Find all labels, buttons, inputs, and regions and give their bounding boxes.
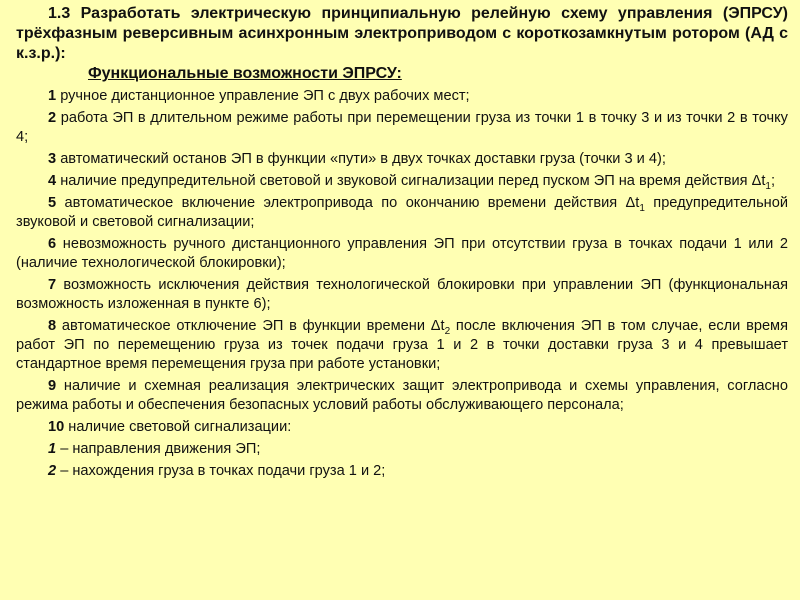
item-number: 4 xyxy=(48,173,57,189)
sub-item-number: 2 xyxy=(48,463,57,479)
list-item xyxy=(16,377,788,415)
item-text-tail: ; xyxy=(770,173,776,189)
item-text: ручное дистанционное управление ЭП с двух рабочих мест; xyxy=(60,88,470,104)
list-item xyxy=(16,87,788,106)
item-text: наличие и схемная реализация электрических защит электропривода и схемы управления, согласно режима работы и обеспечения безопасных условий работы обслуживающего персонала; xyxy=(16,378,788,413)
item-number: 10 xyxy=(48,419,65,435)
item-number: 9 xyxy=(48,378,57,394)
item-text: невозможность ручного дистанционного управления ЭП при отсутствии груза в точках подачи 1 или 2 (наличие технологической блокировки); xyxy=(16,236,788,271)
item-number: 2 xyxy=(48,110,57,126)
item-text: наличие световой сигнализации: xyxy=(68,419,292,435)
list-item xyxy=(16,150,788,169)
list-item xyxy=(16,235,788,273)
item-text: автоматическое включение электропривода по окончанию времени действия Δt xyxy=(64,195,640,211)
sub-item-text: – направления движения ЭП; xyxy=(60,441,261,457)
list-item xyxy=(16,276,788,314)
item-text: наличие предупредительной световой и звуковой сигнализации перед пуском ЭП на время действия Δt xyxy=(60,173,766,189)
slide-title: 1.3 Разработать электрическую принципиальную релейную схему управления (ЭПРСУ) трёхфазным реверсивным асинхронным электроприводом с короткозамкнутым ротором (АД с к.з.р.): xyxy=(16,5,788,62)
item-number: 3 xyxy=(48,151,57,167)
sub-list-item xyxy=(16,462,788,481)
item-number: 8 xyxy=(48,318,57,334)
list-item xyxy=(16,172,788,191)
sub-item-number: 1 xyxy=(48,441,57,457)
list-item xyxy=(16,194,788,232)
item-text-tail: после включения ЭП в том случае, если время работ ЭП по перемещению груза из точек подачи груза 1 и 2 в точки доставки груза 3 и 4 превышает стандартное время перемещения груза при работе установки; xyxy=(16,318,788,372)
section-subtitle: Функциональные возможности ЭПРСУ: xyxy=(88,65,402,82)
item-number: 6 xyxy=(48,236,57,252)
item-number: 5 xyxy=(48,195,57,211)
list-item xyxy=(16,418,788,437)
list-item xyxy=(16,317,788,374)
sub-list-item xyxy=(16,440,788,459)
item-text: автоматический останов ЭП в функции «пути» в двух точках доставки груза (точки 3 и 4); xyxy=(60,151,666,167)
item-text-tail: предупредительной звуковой и световой сигнализации; xyxy=(16,195,788,230)
item-subscript: 2 xyxy=(444,325,451,337)
item-subscript: 1 xyxy=(639,202,645,214)
item-text: автоматическое отключение ЭП в функции времени Δt xyxy=(61,318,445,334)
item-subscript: 1 xyxy=(765,180,771,192)
item-number: 7 xyxy=(48,277,57,293)
list-item xyxy=(16,109,788,147)
item-number: 1 xyxy=(48,88,57,104)
item-text: работа ЭП в длительном режиме работы при перемещении груза из точки 1 в точку 3 и из точки 2 в точку 4; xyxy=(16,110,788,145)
item-text: возможность исключения действия технологической блокировки при управлении ЭП (функциональная возможность изложенная в пункте 6); xyxy=(16,277,788,312)
sub-item-text: – нахождения груза в точках подачи груза 1 и 2; xyxy=(60,463,386,479)
